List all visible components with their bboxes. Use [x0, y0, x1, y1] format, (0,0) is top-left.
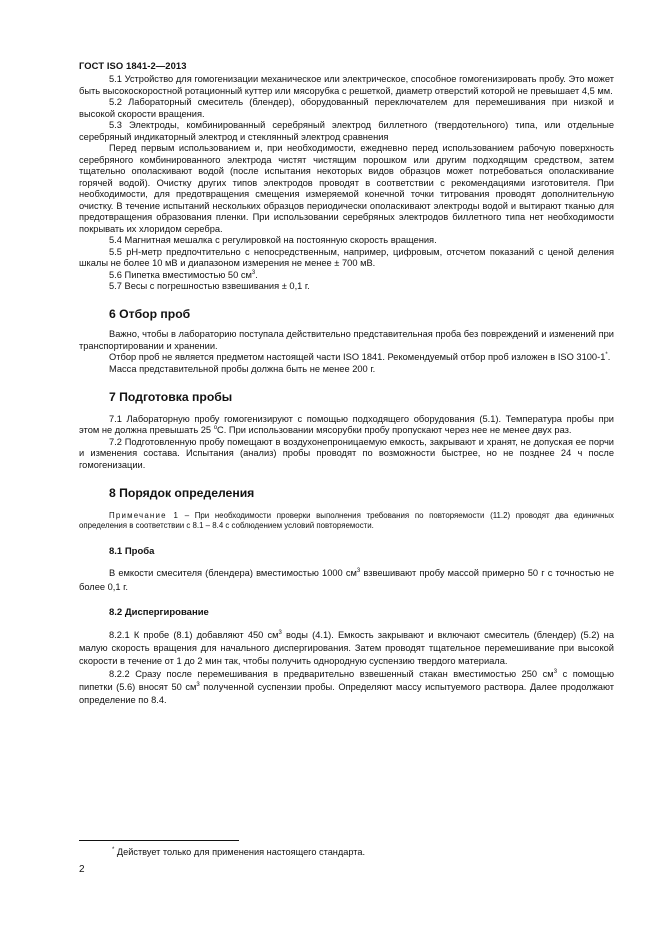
paragraph-5-3: 5.3 Электроды, комбинированный серебряный электрод биллетного (твердотельного) типа, или отдельные серебряный индикаторный электрод и стеклянный электрод сравнения [79, 120, 614, 142]
paragraph-5-4: 5.4 Магнитная мешалка с регулировкой на постоянную скорость вращения. [109, 235, 437, 245]
paragraph-8-2-1: 8.2.1 К пробе (8.1) добавляют 450 $см^3$ воды (4.1). Емкость закрывают и включают смеситель (блендер) (5.2) на малую скорость вращения для начального диспергирования. Затем проводят тщательное перемешивание при высокой скорости в течение от 1 до 2 мин так, чтобы получить однородную суспензию твердого материала. [79, 629, 614, 666]
section-7-title: 7 Подготовка пробы [109, 390, 233, 404]
footnote: * Действует только для применения настоящего стандарта. [112, 847, 366, 857]
section-6-title: 6 Отбор проб [109, 306, 191, 321]
subsection-8-2-title: 8.2 Диспергирование [109, 607, 209, 618]
document-header: ГОСТ ISO 1841-2—2013 [79, 60, 187, 71]
paragraph-7-1: 7.1 Лабораторную пробу гомогенизируют с помощью подходящего оборудования (5.1). Температура пробы при этом не должна превышать 25 $^о$С. При использовании мясорубки пробу пропускают через нее не менее двух раз. [79, 413, 614, 435]
paragraph-7-2: 7.2 Подготовленную пробу помещают в воздухонепроницаемую емкость, закрывают и хранят, не допуская ее порчи и изменения состава. Испытания (анализ) пробы проводят по возможности быстрее, но не позднее 24 ч после гомогенизации. [79, 436, 614, 470]
footnote-divider [79, 840, 239, 841]
paragraph-electrode-cleaning: Перед первым использованием и, при необходимости, ежедневно перед использованием рабочую поверхность серебряного комбинированного электрода чистят чистящим порошком или другим подходящим средством, затем тщательно ополаскивают водой (после испытания некоторых видов образцов может потребоваться ополаскивание горячей водой). Очистку других типов электродов проводят в соответствии с рекомендациями изготовителя. При необходимости, для предотвращения смещения измеряемой конечной точки титрования проводят дополнительную очистку. В течение испытаний нескольких образцов периодически ополаскивают электроды водой и вытирают тканью для предотвращения образования пленки. При использовании серебряных электродов биллетного типа нет необходимости покрывать их хлоридом серебра. [79, 143, 614, 234]
paragraph-5-2: 5.2 Лабораторный смеситель (блендер), оборудованный переключателем для перемешивания при низкой и высокой скорости вращения. [79, 97, 614, 119]
paragraph-5-6: 5.6 Пипетка вместимостью 50 $см^3$. [109, 269, 258, 280]
paragraph-6-2: Отбор проб не является предметом настоящей части ISO 1841. Рекомендуемый отбор проб изложен в ISO 3100-1*. [109, 352, 611, 362]
subsection-8-1-title: 8.1 Проба [109, 545, 155, 557]
document-body [79, 74, 614, 707]
section-8-title: 8 Порядок определения [109, 486, 255, 500]
page-number: 2 [79, 864, 85, 875]
paragraph-8-2-2: 8.2.2 Сразу после перемешивания в предварительно взвешенный стакан вместимостью 250 $см^3$ с помощью пипетки (5.6) вносят 50 $см^3$ полученной суспензии пробы. Определяют массу испытуемого раствора. Далее продолжают определение по 8.4. [79, 668, 614, 705]
paragraph-5-1: 5.1 Устройство для гомогенизации механическое или электрическое, способное гомогенизировать пробу. Это может быть высокоскоростной ротационный куттер или мясорубка с решеткой, диаметр отверстий которой не превышает 4,5 мм. [79, 74, 614, 96]
note-1: Примечание 1 – При необходимости проверки выполнения требования по повторяемости (11.2) проводят два единичных определения в соответствии с 8.1 – 8.4 с соблюдением условий повторяемости. [79, 510, 614, 530]
paragraph-6-3: Масса представительной пробы должна быть не менее 200 г. [109, 363, 376, 374]
paragraph-5-7: 5.7 Весы с погрешностью взвешивания ± 0,1 г. [109, 281, 310, 291]
paragraph-8-1: В емкости смесителя (блендера) вместимостью 1000 $см^3$ взвешивают пробу массой примерно 50 г с точностью не более 0,1 г. [79, 568, 614, 592]
paragraph-6-1: Важно, чтобы в лабораторию поступала действительно представительная проба без повреждений и изменений при транспортировании и хранении. [79, 329, 614, 351]
paragraph-5-5: 5.5 рН-метр предпочтительно с непосредственным, например, цифровым, отсчетом показаний с ценой деления шкалы не более 10 мВ и диапазоном измерения не менее ± 700 мВ. [79, 246, 614, 268]
